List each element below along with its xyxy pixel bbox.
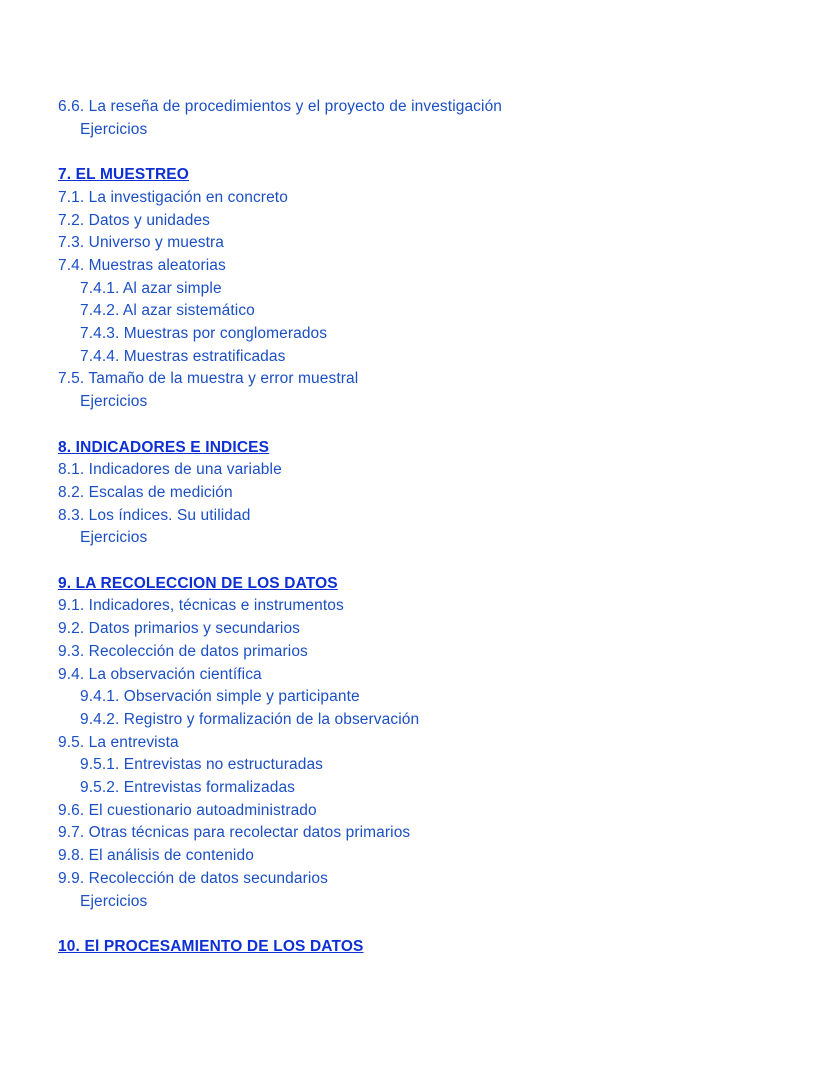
toc-section [58,96,768,141]
toc-entry[interactable]: 9.3. Recolección de datos primarios [58,642,308,660]
toc-section [58,437,768,551]
toc-entry[interactable]: 8.3. Los índices. Su utilidad [58,506,251,524]
section-spacer [58,414,768,437]
toc-entry[interactable]: 8.2. Escalas de medición [58,483,233,501]
toc-section-heading[interactable]: 10. El PROCESAMIENTO DE LOS DATOS [58,937,364,955]
toc-section [58,573,768,914]
toc-entry[interactable]: 9.4.1. Observación simple y participante [80,688,360,706]
section-spacer [58,913,768,936]
toc-section [58,936,768,959]
toc-section-heading[interactable]: 9. LA RECOLECCION DE LOS DATOS [58,574,338,592]
toc-entry[interactable]: 9.6. El cuestionario autoadministrado [58,801,317,819]
toc-entry[interactable]: Ejercicios [80,529,148,547]
toc-section-heading[interactable]: 8. INDICADORES E INDICES [58,438,270,456]
toc-entry[interactable]: 7.4.1. Al azar simple [80,279,222,297]
toc-entry[interactable]: 9.9. Recolección de datos secundarios [58,869,328,887]
toc-entry[interactable]: 9.1. Indicadores, técnicas e instrumentos [58,597,344,615]
toc-entry[interactable]: 7.5. Tamaño de la muestra y error muestral [58,370,359,388]
toc-entry[interactable]: 9.7. Otras técnicas para recolectar datos primarios [58,824,411,842]
toc-entry[interactable]: 9.5.2. Entrevistas formalizadas [80,779,296,797]
toc-entry[interactable]: 7.2. Datos y unidades [58,211,211,229]
toc-entry[interactable]: 9.8. El análisis de contenido [58,847,254,865]
toc-entry[interactable]: Ejercicios [80,892,148,910]
toc-section-heading[interactable]: 7. EL MUESTREO [58,166,190,184]
toc-entry[interactable]: 7.4.4. Muestras estratificadas [80,347,286,365]
toc-entry[interactable]: 7.3. Universo y muestra [58,234,224,252]
toc-entry[interactable]: 8.1. Indicadores de una variable [58,461,282,479]
toc-entry[interactable]: Ejercicios [80,120,148,138]
toc-entry[interactable]: Ejercicios [80,393,148,411]
section-spacer [58,550,768,573]
toc-entry[interactable]: 7.1. La investigación en concreto [58,188,288,206]
toc-entry[interactable]: 9.2. Datos primarios y secundarios [58,620,301,638]
section-spacer [58,141,768,164]
toc-entry[interactable]: 6.6. La reseña de procedimientos y el proyecto de investigación [58,98,503,115]
toc-section [58,164,768,414]
toc-entry[interactable]: 7.4.2. Al azar sistemático [80,302,255,320]
toc-entry[interactable]: 7.4. Muestras aleatorias [58,256,226,274]
toc-entry[interactable]: 9.5. La entrevista [58,733,179,751]
table-of-contents [58,96,768,959]
toc-entry[interactable]: 7.4.3. Muestras por conglomerados [80,325,328,343]
toc-entry[interactable]: 9.4.2. Registro y formalización de la observación [80,710,420,728]
toc-entry[interactable]: 9.5.1. Entrevistas no estructuradas [80,756,324,774]
toc-entry[interactable]: 9.4. La observación científica [58,665,262,683]
